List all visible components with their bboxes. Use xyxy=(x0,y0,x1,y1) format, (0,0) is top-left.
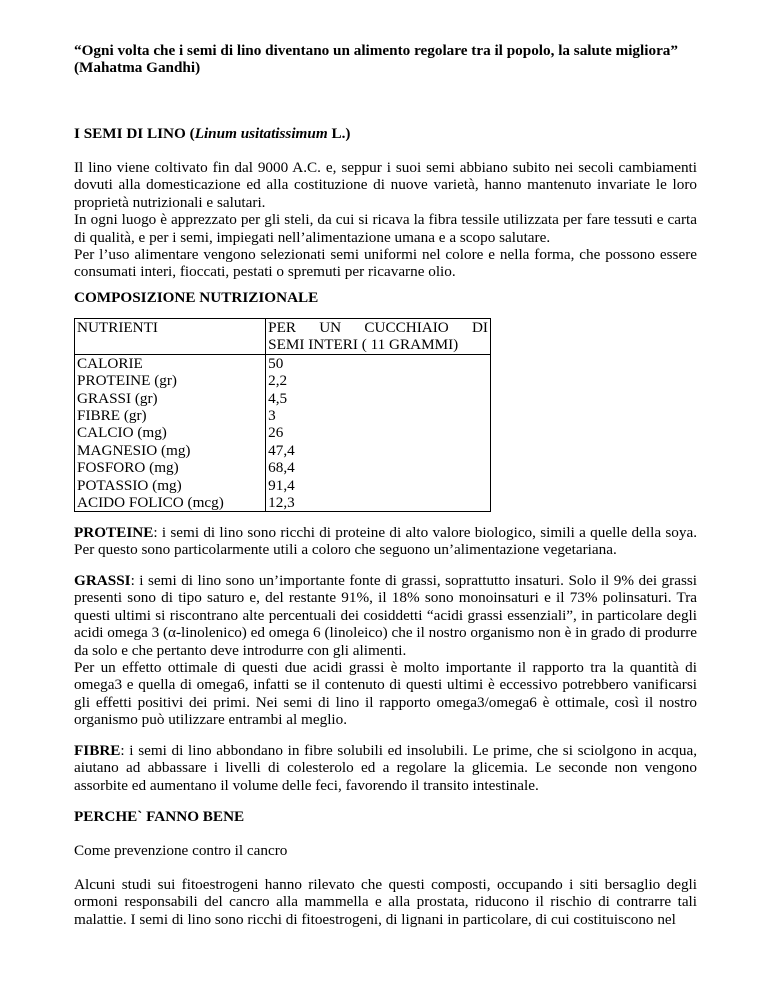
section-title-semi-di-lino xyxy=(74,125,350,142)
header-nutrienti xyxy=(75,319,266,355)
fibre-paragraph xyxy=(74,742,697,794)
title-latin-name: Linum usitatissimum xyxy=(194,125,328,142)
intro-paragraph-3: Per l’uso alimentare vengono selezionati semi uniformi nel colore e nella forma, che possono essere consumati interi, fioccati, pestati o spremuti per ricavarne olio. xyxy=(74,246,697,281)
quote-author: (Mahatma Gandhi) xyxy=(74,59,201,77)
intro-paragraph-2: In ogni luogo è apprezzato per gli steli, da cui si ricava la fibra tessile utilizzata per fare tessuti e carta di qualità, e per i semi, impiegati nell’alimentazione umana e a scopo salutare. xyxy=(74,211,697,246)
gandhi-quote xyxy=(74,42,714,77)
nutrient-value: 50 xyxy=(268,354,284,372)
nutrient-name: MAGNESIO (mg) xyxy=(77,441,191,459)
cancer-prevention-paragraph: Alcuni studi sui fitoestrogeni hanno rilevato che questi composti, occupando i siti bersaglio degli ormoni responsabili del cancro alla mammella e alla prostata, riducono il rischio di contrarre tali malattie. I semi di lino sono ricchi di fitoestrogeni, di lignani in particolare, di cui costituiscono nel xyxy=(74,876,697,928)
nutrient-value: 26 xyxy=(268,424,284,442)
nutrient-values-cell xyxy=(266,354,491,512)
nutrient-name: FIBRE (gr) xyxy=(77,406,147,424)
nutrient-value: 2,2 xyxy=(268,372,288,390)
nutrient-value: 3 xyxy=(268,406,276,424)
nutrient-name: GRASSI (gr) xyxy=(77,389,158,407)
proteine-label: PROTEINE xyxy=(74,524,154,541)
nutrient-name: CALCIO (mg) xyxy=(77,424,167,442)
proteine-text: : i semi di lino sono ricchi di proteine di alto valore biologico, simili a quelle della soya. Per questo sono particolarmente utili a coloro che seguono un’alimentazione vegetariana. xyxy=(74,524,697,559)
nutrition-table xyxy=(74,318,491,512)
nutrient-value: 4,5 xyxy=(268,389,288,407)
intro-paragraph-1: Il lino viene coltivato fin dal 9000 A.C. e, seppur i suoi semi abbiano subito nei secoli cambiamenti dovuti alla domesticazione ed alla costituzione di nuove varietà, hanno mantenuto invariate le loro proprietà nutrizionali e salutari. xyxy=(74,159,697,211)
nutrient-name: CALORIE xyxy=(77,354,143,372)
table-header-row xyxy=(75,319,491,355)
nutrient-names-cell xyxy=(75,354,266,512)
nutrient-name: PROTEINE (gr) xyxy=(77,372,177,390)
grassi-section xyxy=(74,572,697,729)
perche-fanno-bene-heading: PERCHE` FANNO BENE xyxy=(74,808,245,825)
nutrient-value: 47,4 xyxy=(268,441,295,459)
quote-text: “Ogni volta che i semi di lino diventano un alimento regolare tra il popolo, la salute migliora” xyxy=(74,42,678,59)
title-suffix: L.) xyxy=(327,125,351,142)
grassi-text: : i semi di lino sono un’importante fonte di grassi, soprattutto insaturi. Solo il 9% dei grassi presenti sono di tipo saturo e, del restante 91%, il 18% sono monoinsaturi e il 73% polinsaturi. Tra questi ultimi si riscontrano alte percentuali dei cosiddetti “acidi grassi essenziali”, in particolare degli acidi omega 3 (α-linolenico) ed omega 6 (linoleico) che il nostro organismo non è in grado di produrre da solo e che pertanto deve introdurre con gli alimenti. xyxy=(74,572,698,659)
cancer-prevention-subheading: Come prevenzione contro il cancro xyxy=(74,842,288,859)
header-per-cucchiaio xyxy=(266,319,491,355)
intro-section xyxy=(74,159,697,281)
nutrient-value: 68,4 xyxy=(268,459,295,477)
table-body-row xyxy=(75,354,491,512)
grassi-label: GRASSI xyxy=(74,572,131,589)
header-nutrienti-label: NUTRIENTI xyxy=(77,319,158,336)
composition-heading: COMPOSIZIONE NUTRIZIONALE xyxy=(74,289,319,306)
nutrient-name: ACIDO FOLICO (mcg) xyxy=(77,493,224,511)
nutrient-value: 91,4 xyxy=(268,476,295,494)
nutrient-value: 12,3 xyxy=(268,493,295,511)
grassi-paragraph-2: Per un effetto ottimale di questi due acidi grassi è molto importante il rapporto tra la quantità di omega3 e quella di omega6, infatti se il contenuto di questi ultimi è eccessivo potrebbero vanificarsi gli effetti positivi dei primi. Nei semi di lino il rapporto omega3/omega6 è ottimale, così il nostro organismo può utilizzare entrambi al meglio. xyxy=(74,659,697,729)
grassi-paragraph xyxy=(74,572,697,659)
fibre-label: FIBRE xyxy=(74,742,121,759)
nutrient-name: POTASSIO (mg) xyxy=(77,476,182,494)
title-prefix: I SEMI DI LINO ( xyxy=(74,125,195,142)
fibre-text: : i semi di lino abbondano in fibre solubili ed insolubili. Le prime, che si sciolgono in acqua, aiutano ad abbassare i livelli di colesterolo ed a regolare la glicemia. Le seconde non vengono assorbite ed aumentano il volume delle feci, favorendo il transito intestinale. xyxy=(74,742,697,794)
header-per-cucchiaio-line2: SEMI INTERI ( 11 GRAMMI) xyxy=(268,336,459,354)
nutrient-name: FOSFORO (mg) xyxy=(77,459,179,477)
proteine-paragraph xyxy=(74,524,697,559)
header-per-cucchiaio-line1: PER UN CUCCHIAIO DI xyxy=(268,319,488,336)
